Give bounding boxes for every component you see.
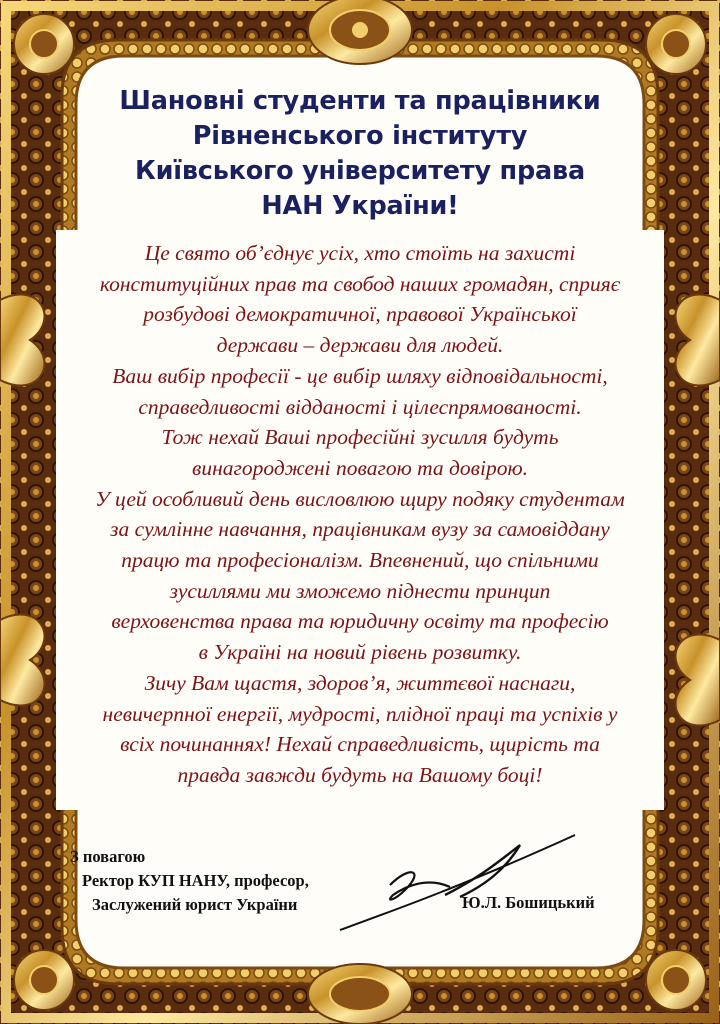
title-line: Рівненського інституту — [192, 121, 528, 151]
signer-name: Ю.Л. Бошицький — [462, 893, 595, 912]
body-line: Зичу Вам щастя, здоров’я, життєвої наснаги, — [144, 670, 576, 695]
bottom-crest — [308, 964, 412, 1024]
body-line: всіх починаннях! Нехай справедливість, щирість та — [120, 732, 600, 757]
body-line: невичерпної енергії, мудрості, плідної праці та успіхів у — [102, 701, 618, 726]
body-line: правда завжди будуть на Вашому боці! — [177, 762, 543, 787]
title-line: Шановні студенти та працівники — [119, 86, 601, 116]
body-line: за сумлінне навчання, працівникам вузу за самовіддану — [110, 517, 610, 542]
letter-body — [56, 238, 664, 791]
body-line: держави – держави для людей. — [216, 333, 504, 358]
body-line: Це свято об’єднує усіх, хто стоїть на захисті — [144, 241, 576, 265]
body-line: винагороджені повагою та довірою. — [192, 455, 528, 480]
closing-line: З повагою — [70, 847, 146, 866]
body-line: розбудові демократичної, правової Української — [143, 302, 577, 327]
body-line: верховенства права та юридичну освіту та професію — [111, 609, 609, 634]
body-line: У цей особливий день висловлюю щиру подяку студентам — [95, 486, 625, 511]
signature-block — [70, 845, 390, 917]
body-line: в Україні на новий рівень розвитку. — [198, 640, 522, 665]
body-line: працю та професіоналізм. Впевнений, що спільними — [121, 548, 599, 573]
body-line: Тож нехай Ваші професійні зусилля будуть — [161, 425, 559, 450]
body-line: конституційних прав та свобод наших громадян, сприяє — [99, 271, 621, 296]
signer-position: Ректор КУП НАНУ, професор, — [82, 871, 309, 890]
title-line: НАН України! — [261, 191, 459, 221]
top-crest — [308, 0, 412, 64]
body-line: зусиллями ми зможемо піднести принцип — [169, 578, 551, 603]
body-line: справедливості відданості і цілеспрямованості. — [138, 394, 582, 419]
title-line: Київського університету права — [134, 156, 585, 186]
signer-title: Заслужений юрист України — [92, 895, 298, 914]
body-line: Ваш вибір професії - це вибір шляху відповідальності, — [112, 363, 608, 388]
letter-title — [60, 84, 660, 224]
